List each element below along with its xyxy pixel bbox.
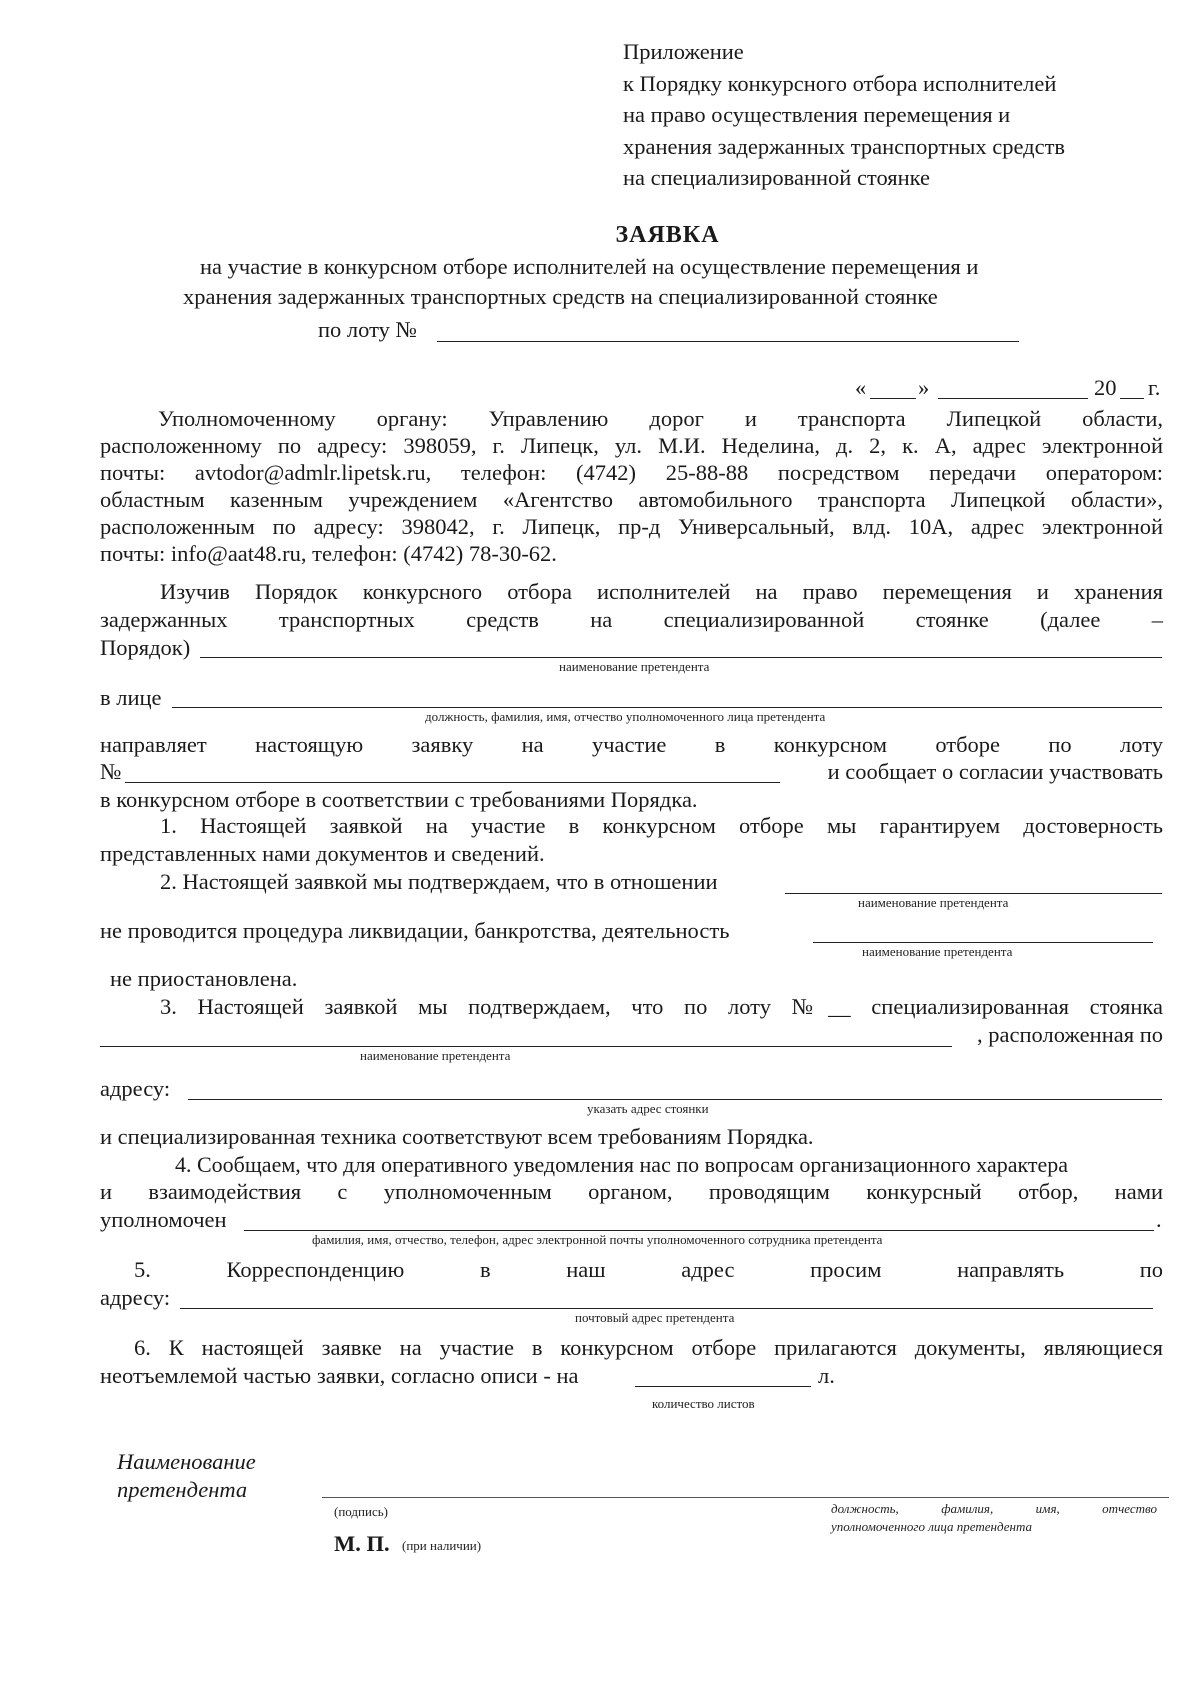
recipient-line-5: расположенным по адресу: 398042, г. Липецк, пр-д Универсальный, влд. 10А, адрес электронной xyxy=(100,514,1163,539)
item-3-address-field[interactable] xyxy=(188,1099,1162,1100)
appendix-header xyxy=(623,36,1065,194)
date-year-suffix: г. xyxy=(1148,375,1161,400)
header-line-4: хранения задержанных транспортных средств xyxy=(623,133,1066,159)
item-4-line-1: 4. Сообщаем, что для оперативного уведомления нас по вопросам организационного характера xyxy=(175,1152,1069,1177)
date-day-field[interactable] xyxy=(870,398,916,399)
header-line-5: на специализированной стоянке xyxy=(623,165,931,190)
item-2-applicant-field[interactable] xyxy=(785,893,1162,894)
header-line-3: на право осуществления перемещения и xyxy=(623,102,1011,127)
authorized-person-field[interactable] xyxy=(172,707,1162,708)
intro-line-2: задержанных транспортных средств на специализированной стоянке (далее – xyxy=(100,607,1163,632)
position-caption-1: должность, фамилия, имя, отчество xyxy=(831,1501,1157,1516)
item-3-line-4: и специализированная техника соответствуют всем требованиям Порядка. xyxy=(100,1124,814,1149)
date-month-field[interactable] xyxy=(938,398,1088,399)
document-title: ЗАЯВКА xyxy=(615,222,720,248)
signature-field[interactable] xyxy=(322,1497,1169,1498)
sends-application-line: направляет настоящую заявку на участие в конкурсном отборе по лоту xyxy=(100,732,1163,757)
date-year-field[interactable] xyxy=(1120,398,1144,399)
item-6-caption: количество листов xyxy=(652,1396,755,1411)
item-6-line-1: 6. К настоящей заявке на участие в конкурсном отборе прилагаются документы, являющиеся xyxy=(134,1335,1163,1360)
item-1-line-1: 1. Настоящей заявкой на участие в конкурсном отборе мы гарантируем достоверность xyxy=(160,813,1163,838)
item-5-address-field[interactable] xyxy=(180,1308,1153,1309)
item-5-line-1: 5. Корреспонденцию в наш адрес просим направлять по xyxy=(134,1257,1163,1282)
caption-person: должность, фамилия, имя, отчество уполномоченного лица претендента xyxy=(425,709,826,724)
date-quote-open: « xyxy=(855,375,867,400)
recipient-line-2: расположенному по адресу: 398059, г. Липецк, ул. М.И. Неделина, д. 2, к. А, адрес электронной xyxy=(100,433,1163,458)
item-4-contact-field[interactable] xyxy=(244,1230,1154,1231)
agree-suffix: и сообщает о согласии участвовать xyxy=(827,759,1163,784)
signature-name-line-2: претендента xyxy=(117,1477,248,1502)
recipient-line-3: почты: avtodor@admlr.lipetsk.ru, телефон: (4742) 25-88-88 посредством передачи оператором: xyxy=(100,460,1163,485)
item-3-caption-2: указать адрес стоянки xyxy=(587,1101,709,1116)
item-2-line-3: не приостановлена. xyxy=(110,966,298,991)
date-quote-close: » xyxy=(918,375,930,400)
item-6-sheets-field[interactable] xyxy=(635,1386,811,1387)
item-5-caption: почтовый адрес претендента xyxy=(575,1310,735,1325)
item-1-line-2: представленных нами документов и сведений. xyxy=(100,841,545,866)
item-4-caption: фамилия, имя, отчество, телефон, адрес электронной почты уполномоченного сотрудника претендента xyxy=(312,1232,883,1247)
item-2-line-2: не проводится процедура ликвидации, банкротства, деятельность xyxy=(100,918,730,943)
caption-applicant: наименование претендента xyxy=(559,659,710,674)
header-line-2: к Порядку конкурсного отбора исполнителей xyxy=(623,70,1057,96)
item-2-caption-1: наименование претендента xyxy=(858,895,1009,910)
item-2-line-1: 2. Настоящей заявкой мы подтверждаем, что в отношении xyxy=(160,869,718,894)
signature-caption: (подпись) xyxy=(334,1504,388,1519)
signature-name-line-1: Наименование xyxy=(117,1449,256,1474)
in-person-label: в лице xyxy=(100,685,162,710)
per-requirements-line: в конкурсном отборе в соответствии с требованиями Порядка. xyxy=(100,787,698,812)
recipient-line-4: областным казенным учреждением «Агентство автомобильного транспорта Липецкой области», xyxy=(100,487,1163,512)
number-sign: № xyxy=(100,759,122,784)
title-line-2: хранения задержанных транспортных средств на специализированной стоянке xyxy=(183,284,938,309)
item-3-parking-field[interactable] xyxy=(100,1046,952,1047)
recipient-line-1: Уполномоченному органу: Управлению дорог и транспорта Липецкой области, xyxy=(158,406,1163,431)
item-3-line-1: 3. Настоящей заявкой мы подтверждаем, что по лоту №__ специализированная стоянка xyxy=(160,994,1163,1019)
item-3-caption-1: наименование претендента xyxy=(360,1048,511,1063)
stamp-note: (при наличии) xyxy=(402,1538,482,1553)
item-4-line-3: уполномочен xyxy=(100,1207,227,1232)
item-5-address-label: адресу: xyxy=(100,1285,171,1310)
item-3-address-label: адресу: xyxy=(100,1076,171,1101)
header-line-1: Приложение xyxy=(623,39,744,64)
recipient-line-6: почты: info@aat48.ru, телефон: (4742) 78-30-62. xyxy=(100,541,557,566)
item-2-activity-field[interactable] xyxy=(813,942,1153,943)
item-2-caption-2: наименование претендента xyxy=(862,944,1013,959)
applicant-name-field[interactable] xyxy=(200,657,1162,658)
lot-label: по лоту № xyxy=(318,317,417,342)
item-3-suffix: , расположенная по xyxy=(977,1022,1163,1047)
lot-number-field-2[interactable] xyxy=(125,782,780,783)
item-6-line-2-suffix: л. xyxy=(818,1363,835,1388)
date-year-prefix: 20 xyxy=(1094,375,1117,400)
stamp-label: М. П. xyxy=(334,1531,390,1556)
title-line-1: на участие в конкурсном отборе исполнителей на осуществление перемещения и xyxy=(200,254,979,279)
item-6-line-2: неотъемлемой частью заявки, согласно описи - на xyxy=(100,1363,579,1388)
position-caption-2: уполномоченного лица претендента xyxy=(831,1519,1033,1534)
lot-number-field[interactable] xyxy=(437,341,1019,342)
item-4-line-3-end: . xyxy=(1156,1207,1162,1232)
intro-line-1: Изучив Порядок конкурсного отбора исполнителей на право перемещения и хранения xyxy=(160,579,1163,604)
item-4-line-2: и взаимодействия с уполномоченным органом, проводящим конкурсный отбор, нами xyxy=(100,1179,1163,1204)
intro-line-3: Порядок) xyxy=(100,635,191,660)
